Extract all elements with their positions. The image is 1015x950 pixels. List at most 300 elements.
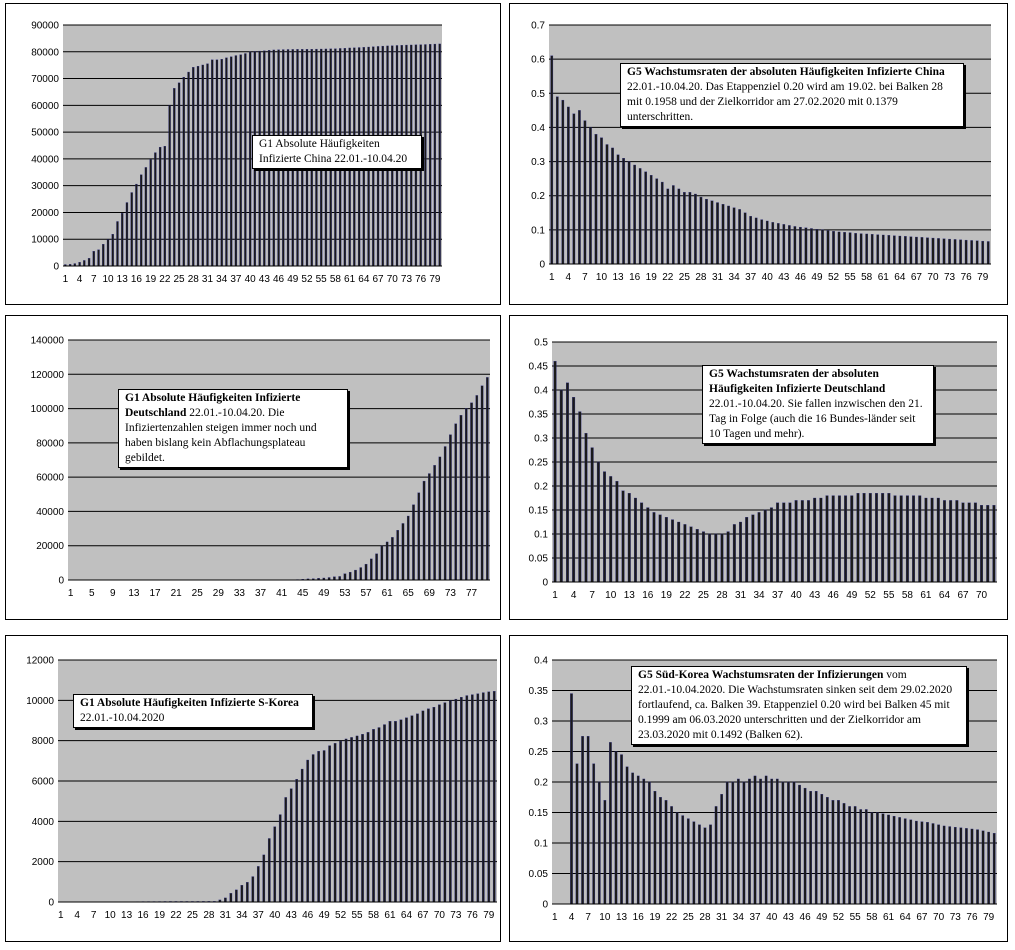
bar	[937, 825, 939, 904]
x-tick-label: 34	[236, 910, 248, 921]
bar	[893, 236, 895, 264]
bar	[211, 60, 213, 266]
bar	[367, 732, 369, 902]
bar	[249, 52, 251, 266]
x-tick-label: 13	[121, 910, 133, 921]
bar	[794, 226, 796, 264]
bar	[982, 831, 984, 904]
chart-title-text: G1 Absolute Häufigkeiten Infizierte China 22.01.-10.04.20	[259, 138, 408, 165]
y-tick-label: 0.3	[534, 716, 548, 728]
bar	[776, 503, 779, 582]
y-tick-label: 60000	[36, 472, 64, 484]
x-tick-label: 40	[761, 272, 773, 283]
bar	[197, 66, 199, 266]
bar	[643, 779, 645, 904]
x-tick-label: 76	[415, 274, 427, 285]
bar	[677, 522, 680, 582]
x-tick-label: 4	[570, 590, 577, 601]
y-tick-label: 0.1	[534, 529, 548, 541]
bar	[771, 779, 773, 904]
x-tick-label: 41	[276, 588, 288, 599]
bar	[910, 237, 912, 264]
x-tick-label: 67	[372, 274, 384, 285]
y-tick-label: 0.2	[534, 777, 548, 789]
x-tick-label: 16	[629, 272, 641, 283]
bar	[471, 695, 473, 902]
bar	[993, 833, 995, 904]
bar	[263, 855, 265, 902]
y-tick-label: 0.4	[531, 122, 545, 134]
bar	[932, 823, 934, 904]
x-tick-label: 52	[864, 590, 876, 601]
chart-title	[631, 666, 967, 745]
x-tick-label: 1	[551, 912, 558, 923]
bar	[943, 500, 946, 582]
bar	[906, 496, 909, 582]
bar	[863, 493, 866, 582]
bar	[296, 779, 298, 902]
bar	[832, 231, 834, 264]
bar	[971, 240, 973, 264]
x-tick-label: 10	[102, 274, 114, 285]
x-tick-label: 31	[734, 590, 747, 601]
bar	[482, 693, 484, 902]
bar	[126, 203, 128, 266]
bar	[721, 534, 724, 582]
x-tick-label: 76	[966, 912, 978, 923]
x-tick-label: 43	[778, 272, 790, 283]
bar	[567, 107, 569, 264]
bar	[888, 235, 890, 264]
bar	[424, 45, 426, 267]
bar	[246, 882, 248, 902]
bar	[116, 221, 118, 266]
chart-title-text: 22.01.-10.04.20. Das Etappenziel 0.20 wird am 19.02. bei Balken 28 mit 0.1958 und der Zielkorridor am 27.02.2020 mit 0.1379 unterschritten.	[627, 81, 943, 123]
x-tick-label: 76	[960, 272, 972, 283]
y-tick-label: 50000	[31, 127, 59, 139]
x-tick-label: 25	[186, 910, 199, 921]
bar	[339, 741, 341, 902]
bar	[121, 213, 123, 266]
bar	[83, 260, 85, 266]
bar	[192, 67, 194, 266]
x-tick-label: 55	[883, 590, 895, 601]
bar	[793, 782, 795, 904]
bar	[987, 241, 989, 264]
bar	[926, 238, 928, 264]
bar	[350, 737, 352, 902]
bar	[460, 697, 462, 902]
bar	[965, 240, 967, 264]
chart-title	[620, 63, 964, 127]
bar	[693, 822, 695, 904]
bar	[898, 817, 900, 904]
bar	[900, 496, 903, 582]
y-tick-label: 140000	[30, 335, 64, 347]
x-tick-label: 5	[88, 588, 95, 599]
bar	[820, 498, 823, 582]
x-tick-label: 28	[695, 272, 707, 283]
x-tick-label: 61	[882, 912, 895, 923]
bar	[394, 721, 396, 902]
y-tick-label: 30000	[31, 181, 59, 193]
bar	[470, 403, 472, 580]
chart-plot	[510, 316, 1009, 621]
y-tick-label: 0.3	[531, 157, 545, 169]
x-tick-label: 79	[977, 272, 989, 283]
y-tick-label: 2000	[31, 857, 54, 869]
x-tick-label: 52	[832, 912, 845, 923]
bar	[477, 694, 479, 902]
bar	[678, 189, 680, 264]
bar	[752, 515, 755, 582]
x-tick-label: 31	[716, 912, 728, 923]
y-tick-label: 0.15	[528, 505, 548, 517]
bar	[821, 230, 823, 264]
x-tick-label: 64	[894, 272, 906, 283]
bar	[349, 572, 351, 580]
bar	[976, 830, 978, 904]
bar	[755, 218, 757, 264]
bar	[361, 734, 363, 902]
bar	[815, 791, 817, 904]
x-tick-label: 34	[728, 272, 740, 283]
x-tick-label: 67	[957, 590, 969, 601]
x-tick-label: 16	[642, 590, 654, 601]
bar	[708, 534, 711, 582]
bar	[798, 785, 800, 904]
bar	[455, 424, 457, 580]
bar	[225, 58, 227, 266]
bar	[882, 814, 884, 904]
bar	[869, 493, 872, 582]
bar	[597, 462, 600, 582]
bar	[427, 709, 429, 902]
x-tick-label: 55	[849, 912, 861, 923]
bar	[809, 791, 811, 904]
x-tick-label: 34	[753, 590, 765, 601]
x-tick-label: 22	[159, 274, 171, 285]
bar	[888, 493, 891, 582]
x-tick-label: 64	[938, 590, 951, 601]
x-tick-label: 33	[233, 588, 246, 599]
bar	[865, 809, 867, 904]
x-tick-label: 1	[67, 588, 74, 599]
bar	[787, 782, 789, 904]
x-tick-label: 70	[975, 590, 988, 601]
bar	[439, 457, 441, 580]
bar	[956, 500, 959, 582]
x-tick-label: 58	[866, 912, 878, 923]
x-tick-label: 58	[861, 272, 873, 283]
bar	[743, 782, 745, 904]
bar	[609, 742, 611, 904]
bar	[704, 828, 706, 904]
bar	[465, 408, 467, 580]
x-tick-label: 37	[254, 588, 267, 599]
bar	[912, 496, 915, 582]
bar	[821, 794, 823, 904]
bar	[931, 498, 934, 582]
bar	[750, 216, 752, 264]
bar	[881, 493, 884, 582]
x-tick-label: 61	[877, 272, 889, 283]
x-tick-label: 25	[191, 588, 203, 599]
bar	[653, 512, 656, 582]
bar	[356, 736, 358, 902]
bar	[386, 542, 388, 580]
bar	[400, 720, 402, 902]
bar	[383, 725, 385, 902]
bar	[711, 201, 713, 264]
x-tick-label: 34	[732, 912, 744, 923]
bar	[777, 223, 779, 264]
bar	[566, 383, 569, 582]
x-tick-label: 70	[433, 910, 445, 921]
bar	[444, 703, 446, 902]
bar	[389, 721, 391, 902]
bar	[372, 729, 374, 902]
bar	[573, 114, 575, 264]
bar	[609, 476, 612, 582]
x-tick-label: 69	[423, 588, 435, 599]
bar	[631, 773, 633, 904]
bar	[715, 806, 717, 904]
bar	[604, 800, 606, 904]
bar	[683, 192, 685, 264]
x-tick-label: 40	[269, 910, 281, 921]
bar	[843, 803, 845, 904]
x-tick-label: 46	[794, 272, 806, 283]
x-tick-label: 49	[816, 912, 828, 923]
bar	[876, 813, 878, 905]
bar	[882, 235, 884, 264]
bar	[423, 481, 425, 580]
x-tick-label: 25	[173, 274, 185, 285]
x-tick-label: 49	[846, 590, 858, 601]
bar	[603, 472, 606, 582]
y-tick-label: 40000	[31, 154, 59, 166]
bar	[974, 503, 977, 582]
bar	[871, 813, 873, 905]
bar	[904, 236, 906, 264]
bar	[667, 189, 669, 264]
bar	[164, 146, 166, 266]
x-tick-label: 4	[74, 910, 80, 921]
bar	[962, 503, 965, 582]
x-tick-label: 73	[949, 912, 961, 923]
x-tick-label: 43	[809, 590, 821, 601]
x-tick-label: 64	[358, 274, 370, 285]
x-tick-label: 67	[910, 272, 922, 283]
bar	[598, 782, 600, 904]
x-tick-label: 16	[130, 274, 142, 285]
x-tick-label: 7	[585, 912, 591, 923]
bar	[600, 138, 602, 264]
bar	[696, 529, 699, 582]
y-tick-label: 0.35	[528, 686, 548, 697]
bar	[202, 65, 204, 266]
x-tick-label: 4	[76, 274, 83, 285]
chart-title	[252, 135, 422, 169]
x-tick-label: 46	[799, 912, 811, 923]
bar	[949, 500, 952, 582]
bar	[665, 517, 668, 582]
bar	[813, 498, 816, 582]
bar	[647, 508, 650, 582]
bar	[318, 751, 320, 902]
x-tick-label: 16	[632, 912, 644, 923]
chart-plot	[510, 4, 1009, 306]
bar	[854, 806, 856, 904]
bar	[79, 262, 81, 266]
bar	[178, 83, 180, 266]
x-tick-label: 49	[318, 588, 330, 599]
bar	[659, 515, 662, 582]
bar	[722, 204, 724, 264]
bar	[145, 167, 147, 266]
bar	[943, 239, 945, 264]
bar	[570, 694, 572, 904]
bar	[782, 503, 785, 582]
bar	[860, 809, 862, 904]
x-tick-label: 4	[565, 272, 572, 283]
bar	[698, 825, 700, 904]
x-tick-label: 77	[465, 588, 478, 599]
x-tick-label: 31	[711, 272, 724, 283]
x-tick-label: 22	[679, 590, 691, 601]
y-tick-label: 6000	[31, 776, 54, 788]
x-tick-label: 61	[384, 910, 396, 921]
bar	[344, 574, 346, 580]
bar	[733, 524, 736, 582]
x-tick-label: 70	[927, 272, 939, 283]
x-tick-label: 28	[699, 912, 711, 923]
y-tick-label: 8000	[31, 736, 54, 748]
bar	[589, 127, 591, 264]
bar	[88, 258, 90, 266]
bar	[650, 175, 652, 264]
x-tick-label: 1	[552, 590, 558, 601]
bar	[788, 225, 790, 264]
bar	[560, 390, 563, 582]
bar	[745, 517, 748, 582]
chart-china-growth	[509, 3, 1008, 305]
x-tick-label: 34	[216, 274, 228, 285]
bar	[616, 481, 619, 582]
y-tick-label: 70000	[31, 74, 59, 86]
x-tick-label: 13	[128, 588, 140, 599]
bar	[578, 110, 580, 264]
chart-title-bold: G5 Süd-Korea Wachstumsraten der Infizierungen	[638, 669, 884, 681]
bar	[795, 500, 798, 582]
y-tick-label: 0.3	[534, 433, 548, 445]
bar	[954, 827, 956, 904]
bar	[748, 779, 750, 904]
chart-title-text: vom 22.01.-10.04.2020. Die Wachstumsraten sinken seit dem 29.02.2020 fortlaufend, ca. Balken 39. Etappenziel 0.20 wird bei Balken 45 mit 0.1999 am 06.03.2020 unterschritten und der Zielkorridor am 23.03.2020 mit 0.1492 (Balken 62).	[638, 669, 953, 741]
bar	[216, 60, 218, 266]
bar	[648, 782, 650, 904]
bar	[899, 236, 901, 264]
bar	[628, 493, 631, 582]
x-tick-label: 67	[417, 910, 429, 921]
bar	[378, 728, 380, 902]
x-tick-label: 28	[716, 590, 728, 601]
y-tick-label: 0	[53, 261, 59, 273]
bar	[370, 559, 372, 580]
bar	[783, 224, 785, 264]
bar	[700, 197, 702, 264]
bar	[150, 159, 152, 266]
y-tick-label: 0.25	[528, 457, 548, 469]
bar	[328, 746, 330, 902]
bar	[434, 465, 436, 580]
bar	[843, 232, 845, 264]
x-tick-label: 67	[916, 912, 928, 923]
bar	[626, 767, 628, 904]
bar	[606, 145, 608, 265]
bar	[827, 231, 829, 264]
bar	[986, 505, 989, 582]
y-tick-label: 0.5	[531, 88, 545, 100]
bar	[595, 134, 597, 264]
bar	[976, 241, 978, 264]
chart-title-bold: G1 Absolute Häufigkeiten Infizierte Deutschland	[125, 392, 301, 419]
bar	[789, 503, 792, 582]
bar	[705, 199, 707, 264]
bar	[805, 228, 807, 264]
bar	[407, 516, 409, 580]
bar	[622, 491, 625, 582]
bar	[112, 234, 114, 266]
bar	[720, 794, 722, 904]
bar	[554, 361, 557, 582]
bar	[449, 435, 451, 580]
y-tick-label: 120000	[30, 369, 64, 381]
x-tick-label: 37	[749, 912, 761, 923]
bar	[274, 827, 276, 902]
x-tick-label: 1	[548, 272, 555, 283]
bar	[169, 106, 171, 266]
y-tick-label: 0.05	[528, 869, 548, 880]
x-tick-label: 10	[605, 590, 617, 601]
x-tick-label: 70	[386, 274, 398, 285]
x-tick-label: 13	[116, 274, 128, 285]
bar	[887, 815, 889, 904]
bar	[854, 233, 856, 264]
chart-title	[73, 694, 313, 728]
chart-title-text: 22.01.-10.04.20. Sie fallen inzwischen den 21. Tag in Folge (auch die 16 Bundes-länder seit 10 Tagen und mehr).	[709, 398, 923, 440]
bar	[221, 59, 223, 266]
bar	[765, 776, 767, 904]
bar	[894, 496, 897, 582]
bar	[670, 806, 672, 904]
bar	[252, 877, 254, 902]
bar	[230, 57, 232, 266]
bar	[875, 493, 878, 582]
x-tick-label: 31	[219, 910, 231, 921]
bar	[799, 227, 801, 264]
bar	[857, 493, 860, 582]
bar	[307, 760, 309, 902]
bar	[345, 739, 347, 902]
chart-title-text: 22.01.-10.04.20. Die Infiziertenzahlen steigen immer noch und haben bislang kein Abflachungsplateau gebildet.	[125, 407, 317, 464]
y-tick-label: 0	[539, 259, 545, 271]
x-tick-label: 21	[170, 588, 182, 599]
bar	[810, 228, 812, 264]
x-tick-label: 58	[329, 274, 341, 285]
bar	[576, 764, 578, 904]
